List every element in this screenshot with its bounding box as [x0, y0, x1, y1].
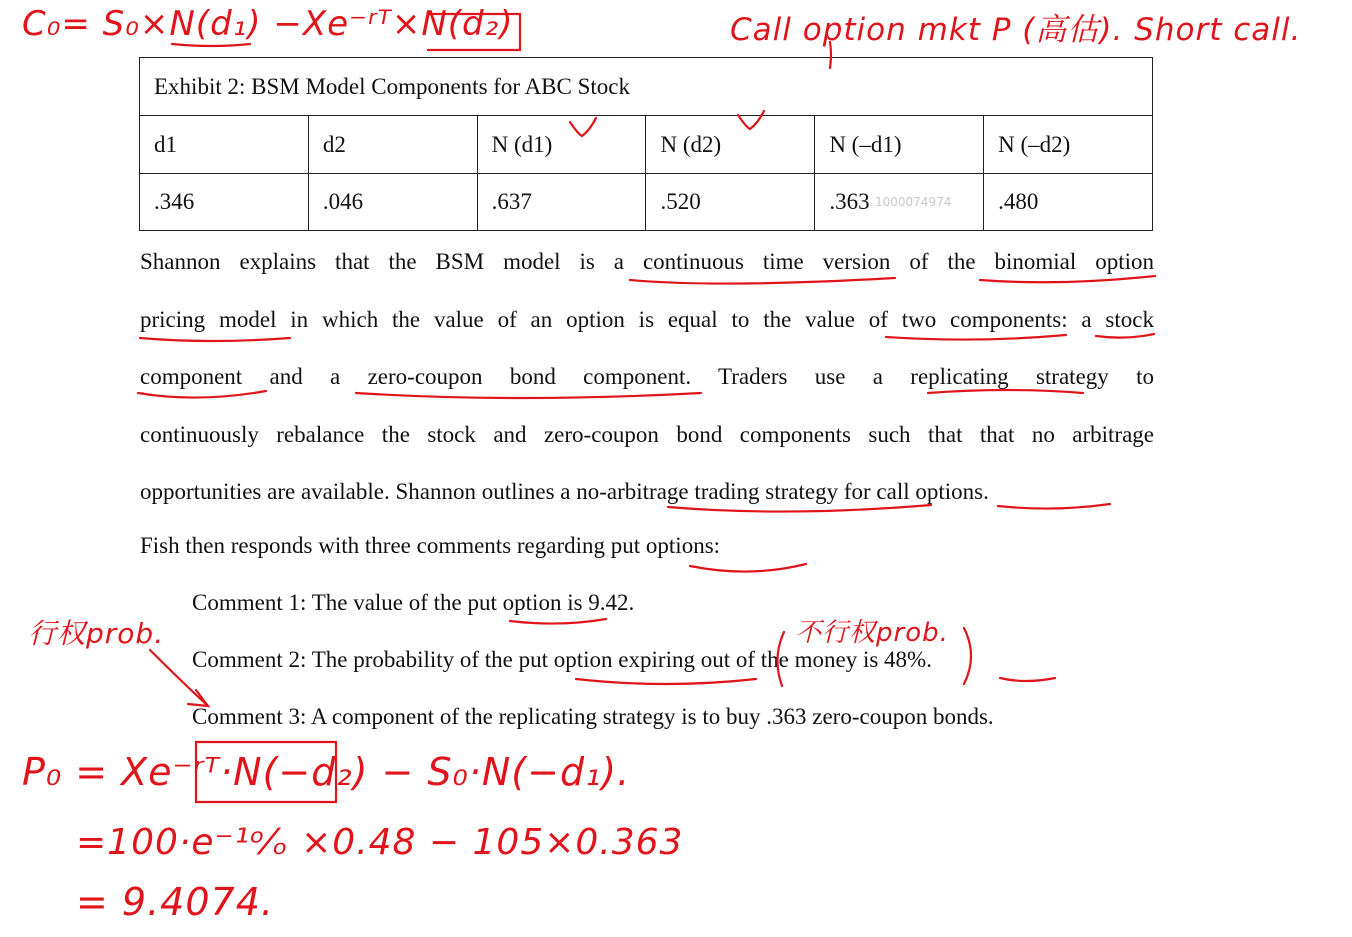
watermark-text: 1000074974 [875, 195, 952, 209]
paragraph-line: pricing model in which the value of an option is equal to the value of two components: a stock [140, 306, 1154, 332]
value-n-neg-d2: .480 [984, 174, 1153, 231]
comment-1: Comment 1: The value of the put option is 9.42. [192, 590, 635, 615]
underline-put-option-comment1 [510, 619, 606, 624]
header-n-neg-d2: N (–d2) [984, 116, 1153, 174]
header-n-neg-d1: N (–d1) [815, 116, 984, 174]
underline-n-d1-call [172, 44, 250, 46]
paragraph-line: Shannon explains that the BSM model is a continuous time version of the binomial option [140, 249, 1154, 274]
call-formula-annotation: C₀= S₀×N(d₁) −Xe⁻ʳᵀ×N(d₂) [22, 4, 514, 44]
underline-48-percent [1000, 678, 1055, 681]
exhibit-title: Exhibit 2: BSM Model Components for ABC Stock [140, 58, 1153, 116]
value-d1: .346 [140, 174, 309, 231]
value-n-d2: .520 [646, 174, 815, 231]
header-n-d2: N (d2) [646, 116, 815, 174]
exercise-prob-annotation: 行权prob. [28, 617, 165, 650]
underline-put-option-expiring [576, 679, 756, 684]
value-d2: .046 [308, 174, 477, 231]
header-n-d1: N (d1) [477, 116, 646, 174]
underline-put-options [690, 564, 806, 572]
fish-intro: Fish then responds with three comments regarding put options: [140, 533, 721, 558]
paragraph-line: component and a zero-coupon bond component. Traders use a replicating strategy to [140, 364, 1154, 389]
header-d1: d1 [140, 116, 309, 174]
paren-right [964, 628, 971, 684]
put-formula-annotation: P₀ = Xe⁻ʳᵀ·N(−d₂) − S₀·N(−d₁). [22, 750, 631, 794]
body-paragraph [140, 233, 1154, 521]
no-exercise-prob-annotation: 不行权prob. [795, 618, 949, 648]
exhibit-table [139, 57, 1153, 231]
put-calc-annotation: =100·e⁻¹ᵒ⁄ₒ ×0.48 − 105×0.363 [76, 822, 684, 863]
paragraph-line: continuously rebalance the stock and zero-coupon bond components such that that no arbitrage [140, 421, 1154, 447]
paragraph-line: opportunities are available. Shannon outlines a no-arbitrage trading strategy for call options. [140, 479, 989, 504]
value-n-d1: .637 [477, 174, 646, 231]
put-result-annotation: = 9.4074. [76, 880, 274, 924]
call-note-annotation: Call option mkt P (高估). Short call. [730, 12, 1302, 48]
comment-3: Comment 3: A component of the replicating strategy is to buy .363 zero-coupon bonds. [192, 704, 994, 729]
comment-2: Comment 2: The probability of the put option expiring out of the money is 48%. [192, 647, 932, 672]
header-d2: d2 [308, 116, 477, 174]
value-n-neg-d1: .363 [815, 174, 984, 231]
